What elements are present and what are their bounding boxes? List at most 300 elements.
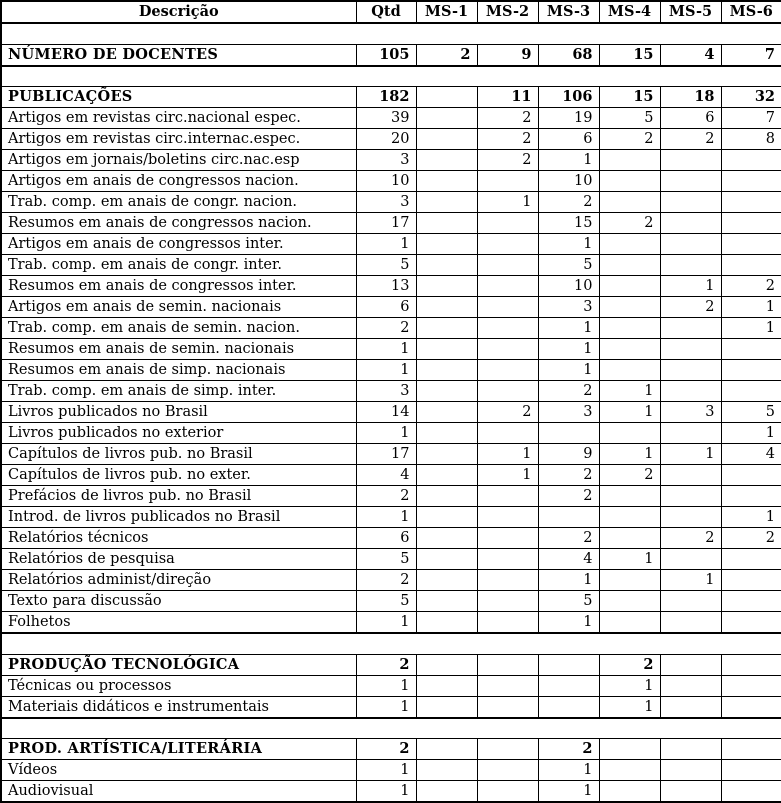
cell-ms-4: 1 (599, 675, 660, 696)
cell-qtd: 5 (356, 591, 416, 612)
cell-ms-4 (599, 234, 660, 255)
cell-qtd: 17 (356, 213, 416, 234)
cell-ms-4: 5 (599, 108, 660, 129)
cell-ms-6: 5 (721, 402, 781, 423)
cell-qtd: 2 (356, 570, 416, 591)
cell-ms-5 (660, 675, 721, 696)
cell-ms-1 (416, 171, 477, 192)
table-row (1, 339, 781, 360)
section-label: NÚMERO DE DOCENTES (1, 44, 356, 66)
cell-ms-1 (416, 87, 477, 108)
cell-qtd: 2 (356, 654, 416, 675)
cell-ms-6 (721, 171, 781, 192)
cell-qtd: 1 (356, 360, 416, 381)
cell-ms-1 (416, 381, 477, 402)
cell-ms-2: 1 (477, 444, 538, 465)
cell-ms-2 (477, 360, 538, 381)
cell-ms-2: 1 (477, 465, 538, 486)
cell-ms-5 (660, 739, 721, 760)
row-label: Artigos em anais de semin. nacionais (1, 297, 356, 318)
cell-qtd: 39 (356, 108, 416, 129)
table-row (1, 297, 781, 318)
cell-ms-1 (416, 297, 477, 318)
cell-ms-3: 5 (538, 255, 599, 276)
row-label: Livros publicados no Brasil (1, 402, 356, 423)
table-row (1, 234, 781, 255)
row-label: Artigos em jornais/boletins circ.nac.esp (1, 150, 356, 171)
cell-qtd: 2 (356, 318, 416, 339)
table-row (1, 591, 781, 612)
cell-ms-3: 3 (538, 402, 599, 423)
table-row (1, 696, 781, 718)
cell-qtd: 14 (356, 402, 416, 423)
cell-ms-6 (721, 213, 781, 234)
cell-ms-6 (721, 150, 781, 171)
cell-ms-6 (721, 570, 781, 591)
cell-ms-5 (660, 696, 721, 718)
cell-qtd: 5 (356, 255, 416, 276)
cell-ms-2 (477, 423, 538, 444)
separator-rule (1, 633, 781, 654)
cell-ms-3: 1 (538, 612, 599, 634)
cell-ms-6 (721, 234, 781, 255)
cell-ms-5 (660, 423, 721, 444)
cell-ms-3: 2 (538, 486, 599, 507)
cell-qtd: 3 (356, 192, 416, 213)
row-label: Relatórios administ/direção (1, 570, 356, 591)
cell-ms-2: 11 (477, 87, 538, 108)
cell-ms-1 (416, 507, 477, 528)
cell-ms-1 (416, 276, 477, 297)
cell-ms-1: 2 (416, 44, 477, 66)
cell-ms-6 (721, 381, 781, 402)
cell-ms-3: 2 (538, 465, 599, 486)
cell-ms-5 (660, 612, 721, 634)
cell-ms-6 (721, 612, 781, 634)
cell-ms-3 (538, 696, 599, 718)
cell-qtd: 3 (356, 381, 416, 402)
row-label: Trab. comp. em anais de semin. nacion. (1, 318, 356, 339)
cell-ms-5: 3 (660, 402, 721, 423)
cell-ms-4 (599, 591, 660, 612)
cell-ms-5 (660, 213, 721, 234)
cell-ms-5: 1 (660, 444, 721, 465)
cell-ms-5 (660, 486, 721, 507)
row-label: Capítulos de livros pub. no exter. (1, 465, 356, 486)
table-row (1, 255, 781, 276)
cell-ms-5 (660, 150, 721, 171)
cell-ms-4 (599, 171, 660, 192)
table-header-row (1, 1, 781, 23)
cell-ms-5: 4 (660, 44, 721, 66)
separator-rule (1, 23, 781, 44)
cell-ms-6 (721, 675, 781, 696)
cell-ms-1 (416, 360, 477, 381)
row-label: Audiovisual (1, 781, 356, 803)
cell-ms-6: 1 (721, 318, 781, 339)
cell-ms-2 (477, 255, 538, 276)
cell-ms-1 (416, 570, 477, 591)
cell-ms-6 (721, 549, 781, 570)
cell-ms-5 (660, 255, 721, 276)
cell-ms-3: 15 (538, 213, 599, 234)
cell-ms-2 (477, 549, 538, 570)
cell-ms-4 (599, 528, 660, 549)
cell-ms-3: 4 (538, 549, 599, 570)
cell-ms-6 (721, 339, 781, 360)
cell-ms-4: 2 (599, 129, 660, 150)
section-label: PROD. ARTÍSTICA/LITERÁRIA (1, 739, 356, 760)
cell-ms-2 (477, 507, 538, 528)
cell-ms-4: 1 (599, 381, 660, 402)
section-separator (1, 718, 781, 739)
cell-ms-3: 1 (538, 570, 599, 591)
cell-ms-5 (660, 234, 721, 255)
cell-ms-2 (477, 781, 538, 803)
cell-qtd: 2 (356, 739, 416, 760)
cell-ms-1 (416, 213, 477, 234)
section-separator (1, 66, 781, 87)
section-separator (1, 633, 781, 654)
cell-ms-4 (599, 781, 660, 803)
row-label: Livros publicados no exterior (1, 423, 356, 444)
row-label: Resumos em anais de congressos inter. (1, 276, 356, 297)
cell-ms-5 (660, 318, 721, 339)
table-row (1, 129, 781, 150)
row-label: Artigos em anais de congressos inter. (1, 234, 356, 255)
cell-ms-2: 2 (477, 150, 538, 171)
cell-ms-4 (599, 507, 660, 528)
cell-ms-5: 2 (660, 129, 721, 150)
cell-ms-1 (416, 781, 477, 803)
row-label: Relatórios de pesquisa (1, 549, 356, 570)
cell-ms-6: 32 (721, 87, 781, 108)
cell-ms-6: 2 (721, 276, 781, 297)
table-header (1, 1, 781, 23)
cell-ms-5 (660, 654, 721, 675)
cell-ms-4: 15 (599, 87, 660, 108)
row-label: Materiais didáticos e instrumentais (1, 696, 356, 718)
table-row (1, 612, 781, 634)
cell-ms-3: 68 (538, 44, 599, 66)
cell-qtd: 1 (356, 423, 416, 444)
cell-ms-1 (416, 654, 477, 675)
cell-ms-3: 2 (538, 381, 599, 402)
cell-ms-5 (660, 465, 721, 486)
row-label: Resumos em anais de simp. nacionais (1, 360, 356, 381)
cell-qtd: 3 (356, 150, 416, 171)
cell-ms-4 (599, 760, 660, 781)
cell-ms-4 (599, 360, 660, 381)
cell-ms-4: 2 (599, 213, 660, 234)
cell-ms-3: 1 (538, 339, 599, 360)
row-label: Resumos em anais de semin. nacionais (1, 339, 356, 360)
table-row (1, 108, 781, 129)
cell-ms-6 (721, 760, 781, 781)
cell-ms-5: 2 (660, 297, 721, 318)
cell-ms-1 (416, 234, 477, 255)
column-header-ms-5: MS-5 (660, 1, 721, 23)
cell-ms-6 (721, 739, 781, 760)
cell-ms-1 (416, 129, 477, 150)
cell-qtd: 1 (356, 696, 416, 718)
table-row (1, 760, 781, 781)
table-row (1, 486, 781, 507)
column-header-description: Descrição (1, 1, 356, 23)
cell-ms-6 (721, 781, 781, 803)
table-row (1, 781, 781, 803)
cell-ms-5 (660, 549, 721, 570)
cell-ms-2 (477, 696, 538, 718)
section-row (1, 44, 781, 66)
cell-ms-2: 1 (477, 192, 538, 213)
column-header-ms-3: MS-3 (538, 1, 599, 23)
table-row (1, 465, 781, 486)
cell-ms-1 (416, 402, 477, 423)
cell-ms-4: 1 (599, 402, 660, 423)
cell-ms-2: 2 (477, 129, 538, 150)
cell-ms-2 (477, 276, 538, 297)
cell-ms-2 (477, 297, 538, 318)
cell-ms-6: 8 (721, 129, 781, 150)
cell-ms-4: 1 (599, 444, 660, 465)
table-row (1, 570, 781, 591)
cell-ms-6: 1 (721, 423, 781, 444)
cell-ms-5 (660, 591, 721, 612)
cell-ms-6: 7 (721, 108, 781, 129)
section-row (1, 654, 781, 675)
cell-ms-4: 2 (599, 465, 660, 486)
row-label: Prefácios de livros pub. no Brasil (1, 486, 356, 507)
cell-ms-5: 18 (660, 87, 721, 108)
cell-ms-2 (477, 486, 538, 507)
cell-qtd: 13 (356, 276, 416, 297)
cell-ms-3 (538, 654, 599, 675)
cell-ms-2 (477, 739, 538, 760)
cell-ms-2 (477, 318, 538, 339)
table-row (1, 528, 781, 549)
cell-ms-1 (416, 318, 477, 339)
table-body (1, 23, 781, 802)
table-row (1, 423, 781, 444)
section-label: PRODUÇÃO TECNOLÓGICA (1, 654, 356, 675)
table-row (1, 381, 781, 402)
cell-qtd: 1 (356, 339, 416, 360)
cell-ms-4 (599, 276, 660, 297)
cell-ms-4 (599, 739, 660, 760)
column-header-ms-4: MS-4 (599, 1, 660, 23)
cell-ms-2 (477, 213, 538, 234)
cell-ms-3: 1 (538, 234, 599, 255)
cell-ms-3: 2 (538, 192, 599, 213)
cell-ms-5 (660, 360, 721, 381)
cell-ms-2 (477, 654, 538, 675)
section-row (1, 739, 781, 760)
row-label: Artigos em revistas circ.internac.espec. (1, 129, 356, 150)
cell-ms-4 (599, 612, 660, 634)
cell-ms-2 (477, 171, 538, 192)
table-row (1, 549, 781, 570)
cell-ms-1 (416, 444, 477, 465)
cell-ms-1 (416, 675, 477, 696)
cell-ms-3 (538, 423, 599, 444)
section-separator (1, 23, 781, 44)
cell-ms-2 (477, 234, 538, 255)
row-label: Texto para discussão (1, 591, 356, 612)
table-row (1, 507, 781, 528)
row-label: Folhetos (1, 612, 356, 634)
cell-ms-2: 2 (477, 108, 538, 129)
cell-ms-4 (599, 486, 660, 507)
cell-ms-5: 6 (660, 108, 721, 129)
cell-ms-1 (416, 150, 477, 171)
section-label: PUBLICAÇÕES (1, 87, 356, 108)
cell-ms-1 (416, 760, 477, 781)
cell-ms-6 (721, 696, 781, 718)
table-row (1, 318, 781, 339)
cell-ms-6 (721, 654, 781, 675)
cell-ms-4 (599, 297, 660, 318)
cell-qtd: 17 (356, 444, 416, 465)
cell-ms-3: 3 (538, 297, 599, 318)
cell-ms-4 (599, 255, 660, 276)
cell-ms-1 (416, 528, 477, 549)
cell-ms-3: 2 (538, 739, 599, 760)
cell-ms-6: 1 (721, 507, 781, 528)
cell-ms-1 (416, 696, 477, 718)
cell-ms-4 (599, 423, 660, 444)
cell-ms-1 (416, 591, 477, 612)
cell-ms-6 (721, 591, 781, 612)
cell-ms-6 (721, 192, 781, 213)
cell-ms-1 (416, 192, 477, 213)
cell-ms-6 (721, 486, 781, 507)
table-row (1, 150, 781, 171)
cell-ms-5 (660, 171, 721, 192)
cell-ms-6 (721, 255, 781, 276)
separator-rule (1, 66, 781, 87)
cell-ms-5 (660, 507, 721, 528)
cell-ms-3: 19 (538, 108, 599, 129)
cell-ms-4 (599, 150, 660, 171)
cell-ms-6: 1 (721, 297, 781, 318)
table-row (1, 213, 781, 234)
cell-ms-3: 1 (538, 150, 599, 171)
cell-qtd: 4 (356, 465, 416, 486)
row-label: Vídeos (1, 760, 356, 781)
cell-ms-1 (416, 339, 477, 360)
cell-qtd: 6 (356, 528, 416, 549)
cell-ms-2 (477, 760, 538, 781)
cell-ms-3: 1 (538, 760, 599, 781)
cell-ms-3: 1 (538, 360, 599, 381)
cell-ms-3: 6 (538, 129, 599, 150)
cell-ms-3 (538, 507, 599, 528)
cell-ms-5 (660, 192, 721, 213)
row-label: Trab. comp. em anais de congr. inter. (1, 255, 356, 276)
cell-qtd: 1 (356, 760, 416, 781)
row-label: Técnicas ou processos (1, 675, 356, 696)
cell-qtd: 10 (356, 171, 416, 192)
cell-ms-4: 2 (599, 654, 660, 675)
column-header-ms-2: MS-2 (477, 1, 538, 23)
cell-ms-1 (416, 465, 477, 486)
cell-ms-2 (477, 528, 538, 549)
cell-ms-3: 106 (538, 87, 599, 108)
cell-qtd: 1 (356, 675, 416, 696)
row-label: Resumos em anais de congressos nacion. (1, 213, 356, 234)
cell-ms-1 (416, 739, 477, 760)
cell-ms-4: 1 (599, 549, 660, 570)
row-label: Trab. comp. em anais de simp. inter. (1, 381, 356, 402)
cell-ms-4 (599, 570, 660, 591)
cell-qtd: 105 (356, 44, 416, 66)
row-label: Artigos em revistas circ.nacional espec. (1, 108, 356, 129)
row-label: Introd. de livros publicados no Brasil (1, 507, 356, 528)
row-label: Relatórios técnicos (1, 528, 356, 549)
cell-qtd: 5 (356, 549, 416, 570)
cell-ms-2 (477, 612, 538, 634)
cell-ms-5 (660, 339, 721, 360)
cell-ms-4 (599, 318, 660, 339)
table-row (1, 192, 781, 213)
cell-ms-2 (477, 381, 538, 402)
cell-ms-3: 5 (538, 591, 599, 612)
cell-ms-2 (477, 339, 538, 360)
cell-ms-1 (416, 612, 477, 634)
cell-ms-3: 10 (538, 276, 599, 297)
cell-ms-3: 2 (538, 528, 599, 549)
cell-ms-6 (721, 465, 781, 486)
cell-ms-1 (416, 486, 477, 507)
cell-ms-5: 1 (660, 276, 721, 297)
cell-qtd: 1 (356, 507, 416, 528)
section-row (1, 87, 781, 108)
cell-ms-5 (660, 760, 721, 781)
cell-qtd: 1 (356, 234, 416, 255)
cell-ms-5 (660, 781, 721, 803)
cell-qtd: 182 (356, 87, 416, 108)
cell-ms-1 (416, 255, 477, 276)
table-row (1, 360, 781, 381)
cell-qtd: 20 (356, 129, 416, 150)
cell-qtd: 6 (356, 297, 416, 318)
cell-ms-1 (416, 108, 477, 129)
cell-ms-4: 1 (599, 696, 660, 718)
cell-ms-3: 1 (538, 781, 599, 803)
table-row (1, 402, 781, 423)
cell-ms-2: 2 (477, 402, 538, 423)
cell-ms-6: 2 (721, 528, 781, 549)
row-label: Capítulos de livros pub. no Brasil (1, 444, 356, 465)
cell-ms-2 (477, 591, 538, 612)
row-label: Artigos em anais de congressos nacion. (1, 171, 356, 192)
column-header-qtd: Qtd (356, 1, 416, 23)
cell-ms-4 (599, 339, 660, 360)
table-row (1, 276, 781, 297)
table-row (1, 444, 781, 465)
cell-ms-6: 4 (721, 444, 781, 465)
cell-ms-5: 2 (660, 528, 721, 549)
cell-ms-6: 7 (721, 44, 781, 66)
cell-ms-6 (721, 360, 781, 381)
cell-ms-3: 1 (538, 318, 599, 339)
cell-ms-3: 10 (538, 171, 599, 192)
table-row (1, 171, 781, 192)
cell-ms-1 (416, 549, 477, 570)
cell-ms-3: 9 (538, 444, 599, 465)
cell-ms-2 (477, 570, 538, 591)
